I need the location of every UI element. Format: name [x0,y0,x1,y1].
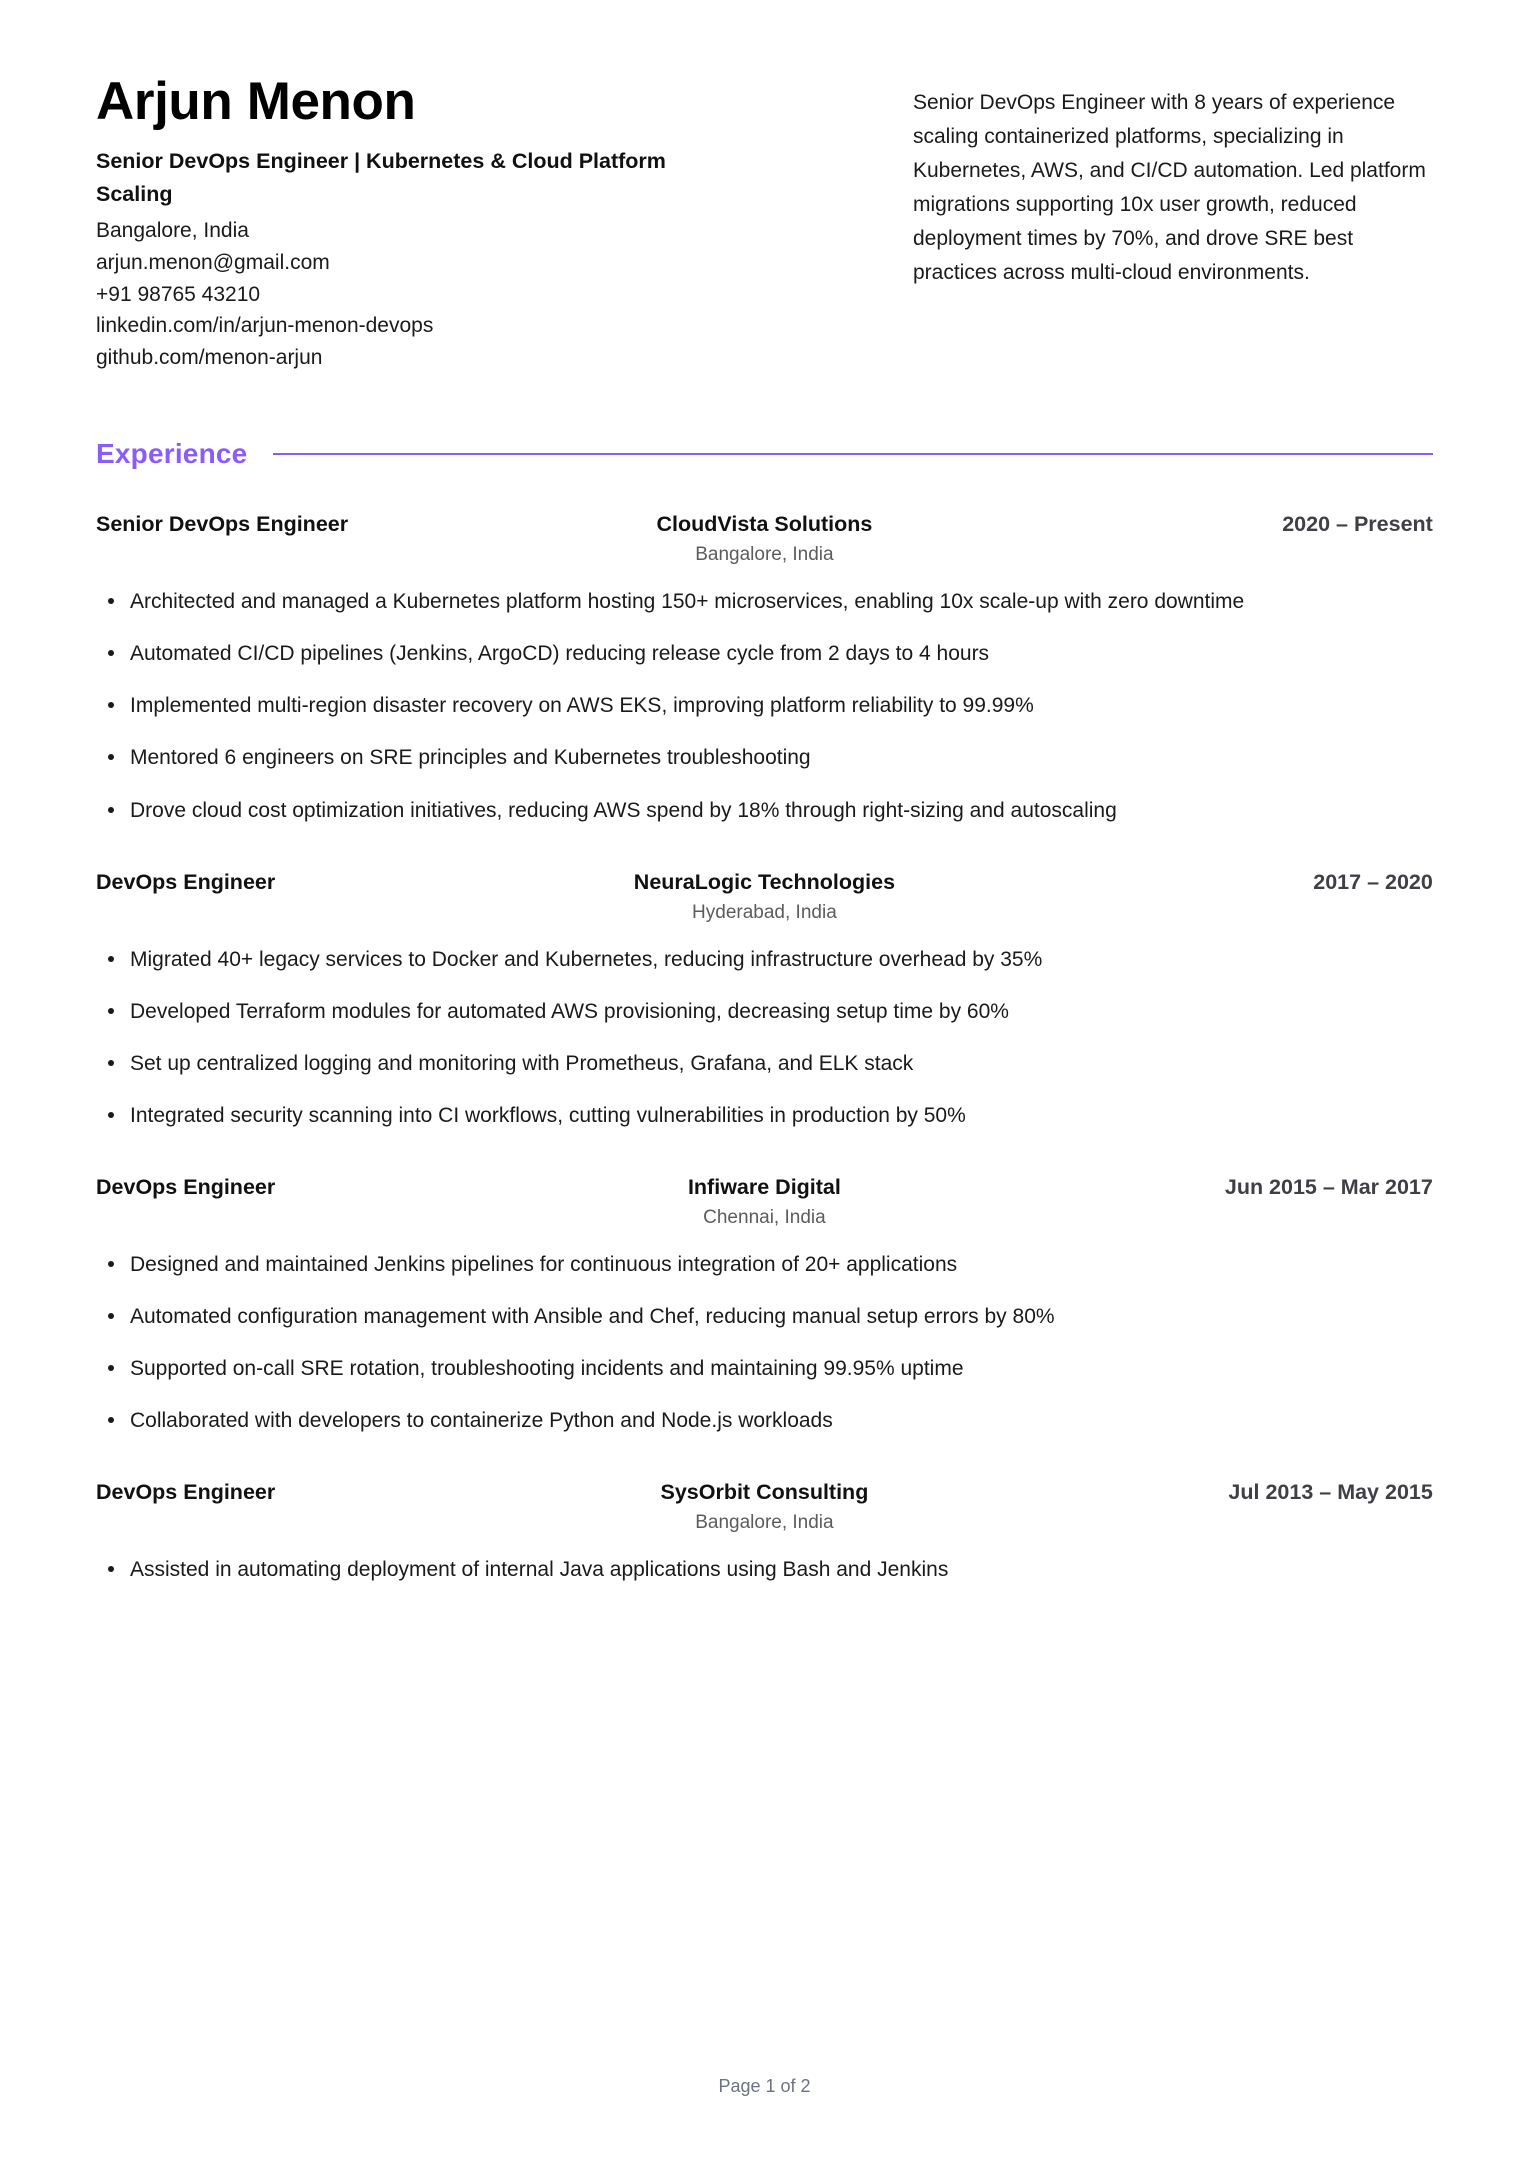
job-bullet: Implemented multi-region disaster recovery on AWS EKS, improving platform reliability to 99.99% [96,690,1433,721]
candidate-headline: Senior DevOps Engineer | Kubernetes & Cloud Platform Scaling [96,149,666,207]
job-dates: Jun 2015 – Mar 2017 [1224,1174,1433,1199]
job-bullet: Drove cloud cost optimization initiatives, reducing AWS spend by 18% through right-sizing and autoscaling [96,795,1433,826]
job-bullet-list [96,1554,1433,1585]
job-bullet: Assisted in automating deployment of internal Java applications using Bash and Jenkins [96,1554,1433,1585]
experience-entry [96,1480,1433,1585]
job-title: Senior DevOps Engineer [96,512,349,537]
page-footer [0,2076,1529,2097]
job-location: Chennai, India [703,1206,826,1228]
experience-entry [96,512,1433,825]
job-company: SysOrbit Consulting [660,1480,869,1505]
job-company: Infiware Digital [687,1174,841,1199]
job-title: DevOps Engineer [96,1480,276,1505]
experience-list [96,512,1433,1585]
experience-entry-header [96,870,1433,924]
experience-entry-header [96,1480,1433,1534]
job-dates: 2020 – Present [1282,512,1433,537]
job-company-group [542,512,988,566]
contact-linkedin[interactable]: linkedin.com/in/arjun-menon-devops [96,314,434,338]
header-identity-block [96,72,796,374]
job-bullet: Supported on-call SRE rotation, troubleshooting incidents and maintaining 99.95% uptime [96,1353,1433,1384]
job-bullet: Automated configuration management with Ansible and Chef, reducing manual setup errors by 80% [96,1301,1433,1332]
job-bullet-list [96,944,1433,1131]
job-dates: 2017 – 2020 [1313,869,1433,894]
job-bullet-list [96,586,1433,825]
contact-phone[interactable]: +91 98765 43210 [96,282,261,306]
job-bullet: Integrated security scanning into CI workflows, cutting vulnerabilities in production by 50% [96,1100,1433,1131]
section-title: Experience [96,438,248,470]
job-location: Bangalore, India [695,1512,834,1534]
contact-email[interactable]: arjun.menon@gmail.com [96,250,330,274]
job-bullet: Architected and managed a Kubernetes platform hosting 150+ microservices, enabling 10x scale-up with zero downtime [96,586,1433,617]
job-company-group [542,870,988,924]
job-location: Hyderabad, India [692,901,837,923]
job-company-group [542,1175,988,1229]
header-summary-block [913,72,1433,290]
job-bullet: Automated CI/CD pipelines (Jenkins, ArgoCD) reducing release cycle from 2 days to 4 hours [96,638,1433,669]
job-bullet: Migrated 40+ legacy services to Docker and Kubernetes, reducing infrastructure overhead by 35% [96,944,1433,975]
job-title: DevOps Engineer [96,1174,276,1199]
experience-entry-header [96,512,1433,566]
professional-summary: Senior DevOps Engineer with 8 years of experience scaling containerized platforms, specializing in Kubernetes, AWS, and CI/CD automation. Led platform migrations supporting 10x user growth, reduced deployment times by 70%, and drove SRE best practices across multi-cloud environments. [913,91,1426,285]
job-company-group [542,1480,988,1534]
job-location: Bangalore, India [695,544,834,566]
contact-github[interactable]: github.com/menon-arjun [96,346,323,370]
job-company: NeuraLogic Technologies [633,869,896,894]
candidate-name: Arjun Menon [96,72,416,131]
resume-header [96,72,1433,374]
job-bullet: Set up centralized logging and monitoring with Prometheus, Grafana, and ELK stack [96,1048,1433,1079]
contact-location: Bangalore, India [96,218,249,242]
page-number-label: Page 1 of 2 [718,2076,811,2096]
section-header [96,438,1433,470]
job-dates: Jul 2013 – May 2015 [1228,1480,1433,1505]
job-bullet: Mentored 6 engineers on SRE principles and Kubernetes troubleshooting [96,742,1433,773]
experience-entry [96,1175,1433,1436]
section-experience [96,438,1433,1585]
job-bullet: Collaborated with developers to containerize Python and Node.js workloads [96,1405,1433,1436]
job-title: DevOps Engineer [96,869,276,894]
job-bullet: Designed and maintained Jenkins pipelines for continuous integration of 20+ applications [96,1249,1433,1280]
job-bullet: Developed Terraform modules for automated AWS provisioning, decreasing setup time by 60% [96,996,1433,1027]
experience-entry [96,870,1433,1131]
job-company: CloudVista Solutions [656,512,873,537]
job-bullet-list [96,1249,1433,1436]
section-divider [273,453,1433,455]
experience-entry-header [96,1175,1433,1229]
